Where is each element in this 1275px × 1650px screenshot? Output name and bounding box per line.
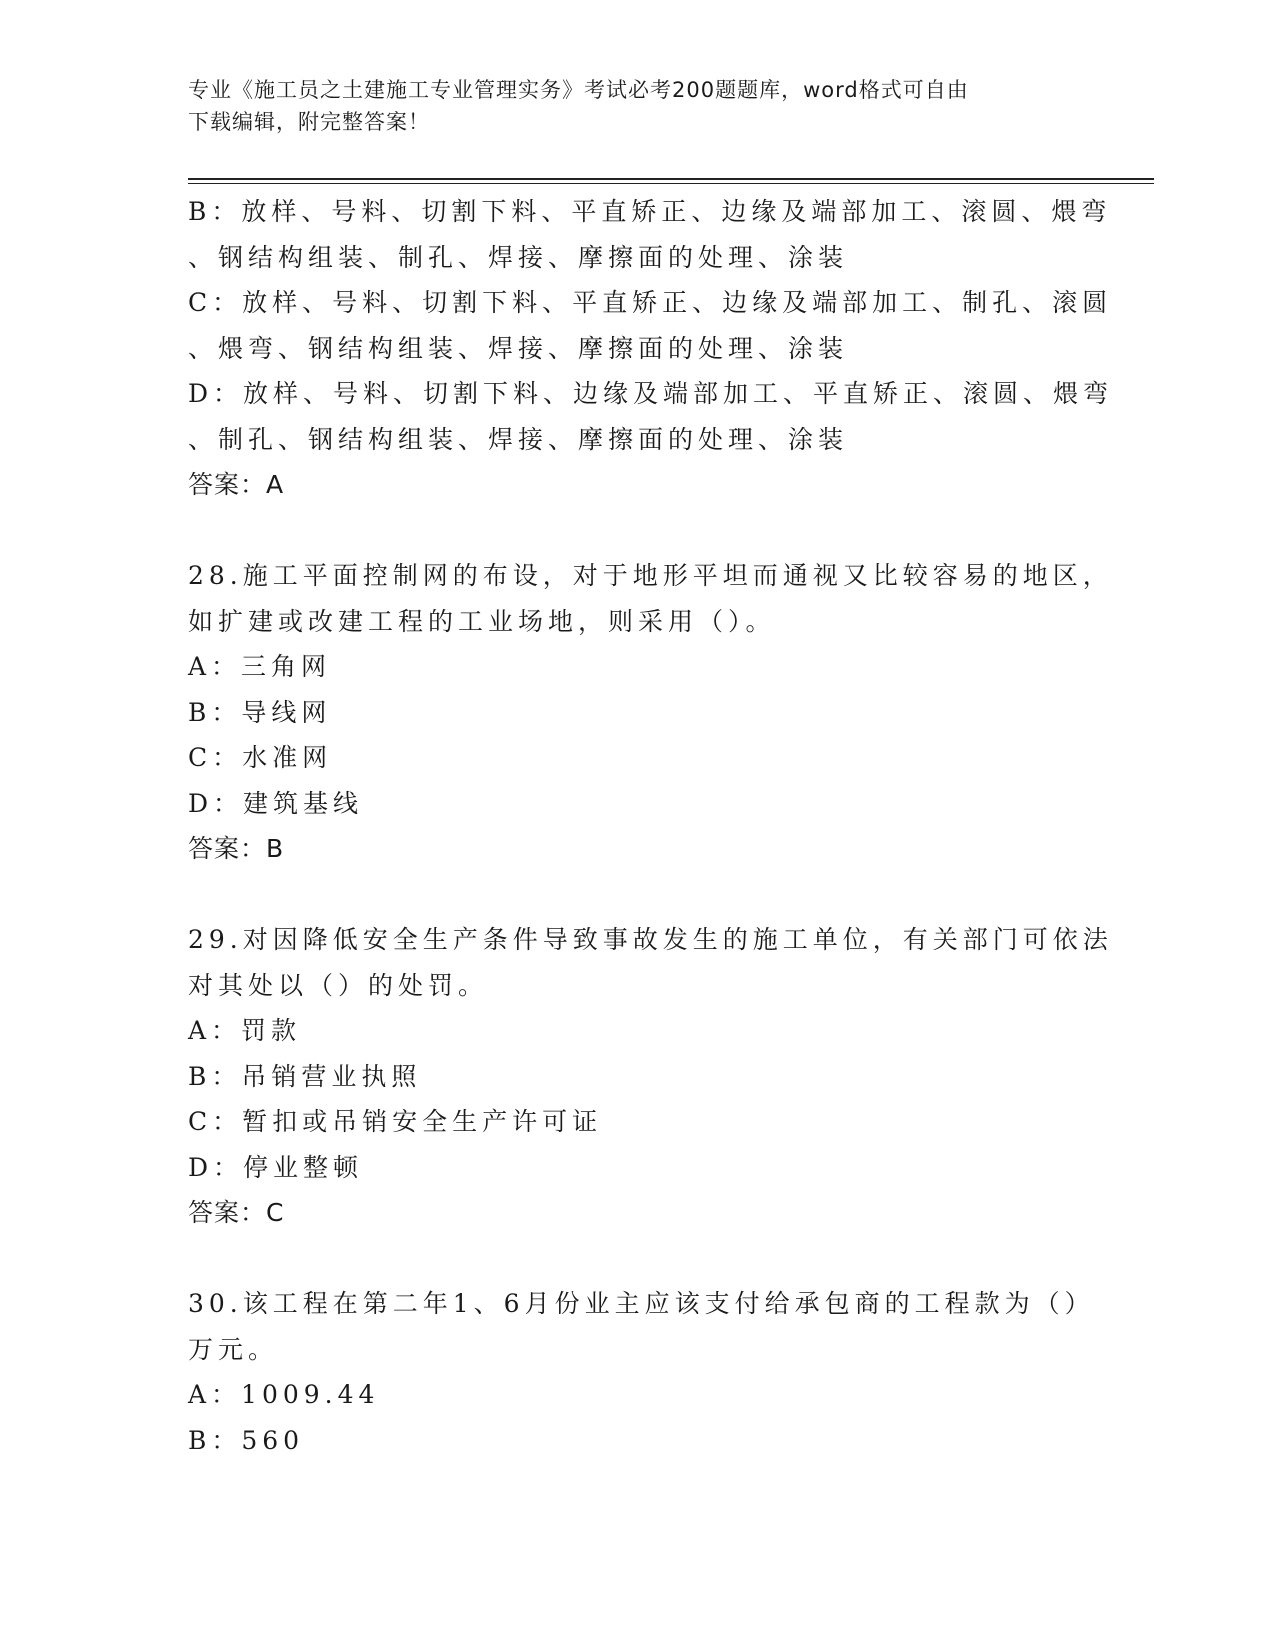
option-b-line-1: B：放样、号料、切割下料、平直矫正、边缘及端部加工、滚圆、煨弯 [188, 197, 1112, 226]
question-stem-line-2: 对其处以（）的处罚。 [188, 970, 489, 1000]
option-a: A：1009.44 [188, 1380, 380, 1409]
option-c: C：暂扣或吊销安全生产许可证 [188, 1107, 603, 1136]
question-29 [188, 917, 1113, 1236]
option-b: B：导线网 [188, 697, 332, 727]
answer-line: 答案：A [188, 470, 285, 499]
header-divider [188, 178, 1154, 184]
option-a: A：罚款 [188, 1016, 302, 1045]
answer-line: 答案：C [188, 1198, 285, 1227]
question-stem-line-2: 如扩建或改建工程的工业场地，则采用（）。 [188, 606, 776, 636]
document-body [188, 189, 1114, 1463]
document-header [188, 74, 1088, 138]
spacer [188, 872, 1088, 918]
option-b-line-2: 、钢结构组装、制孔、焊接、摩擦面的处理、涂装 [188, 242, 849, 272]
option-b: B：560 [188, 1425, 305, 1455]
question-stem-line-1: 28.施工平面控制网的布设，对于地形平坦而通视又比较容易的地区， [188, 561, 1113, 590]
question-stem-line-1: 30.该工程在第二年1、6月份业主应该支付给承包商的工程款为（） [188, 1289, 1095, 1318]
header-line-2: 下载编辑，附完整答案！ [188, 110, 430, 134]
option-d: D：停业整顿 [188, 1152, 364, 1182]
spacer [188, 1236, 1088, 1282]
header-line-1: 专业《施工员之土建施工专业管理实务》考试必考200题题库，word格式可自由 [188, 78, 969, 102]
question-27-continued [188, 189, 1114, 508]
option-a: A：三角网 [188, 652, 332, 681]
question-stem-line-1: 29.对因降低安全生产条件导致事故发生的施工单位，有关部门可依法 [188, 925, 1113, 954]
option-d-line-1: D：放样、号料、切割下料、边缘及端部加工、平直矫正、滚圆、煨弯 [188, 379, 1114, 408]
question-stem-line-2: 万元。 [188, 1334, 279, 1364]
option-d-line-2: 、制孔、钢结构组装、焊接、摩擦面的处理、涂装 [188, 424, 849, 454]
option-d: D：建筑基线 [188, 788, 364, 818]
question-30 [188, 1281, 1095, 1463]
answer-line: 答案：B [188, 834, 285, 863]
question-28 [188, 553, 1113, 872]
option-c-line-1: C：放样、号料、切割下料、平直矫正、边缘及端部加工、制孔、滚圆 [188, 288, 1113, 317]
option-b: B：吊销营业执照 [188, 1061, 422, 1091]
option-c-line-2: 、煨弯、钢结构组装、焊接、摩擦面的处理、涂装 [188, 333, 849, 363]
spacer [188, 508, 1088, 554]
option-c: C：水准网 [188, 743, 333, 772]
